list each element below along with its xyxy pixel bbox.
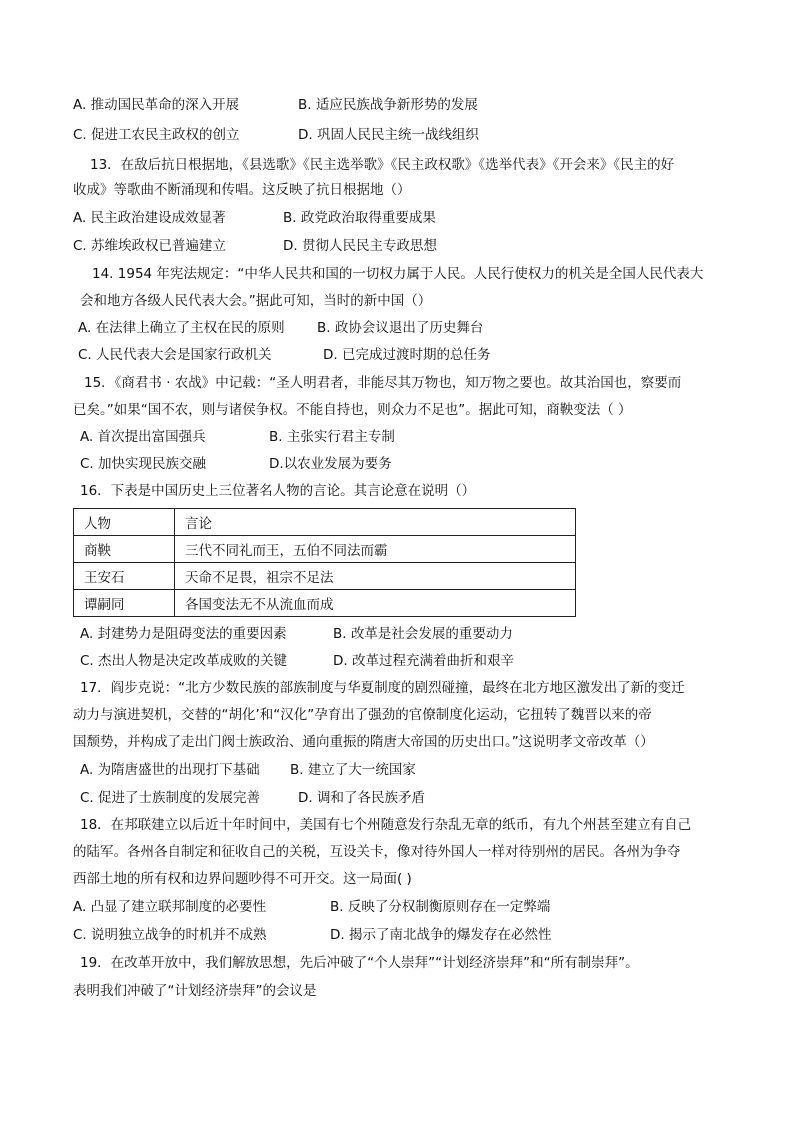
q17-stem-line1: 17．阎步克说：“北方少数民族的部族制度与华夏制度的剧烈碰撞，最终在北方地区激发出了新的变迁 xyxy=(80,680,685,696)
q18-stem-line3: 西部土地的所有权和边界问题吵得不可开交。这一局面( ) xyxy=(73,871,412,887)
q18-stem-line2: 的陆军。各州各自制定和征收自己的关税，互设关卡，像对待外国人一样对待别州的居民。各州为争夺 xyxy=(73,844,681,860)
q16-option-a: A. 封建势力是阻碍变法的重要因素 xyxy=(80,626,287,642)
table-cell-person: 商鞅 xyxy=(74,536,175,563)
q17-stem-line3: 国颓势，并构成了走出门阀士族政治、通向重振的隋唐大帝国的历史出口。”这说明孝文帝改革（） xyxy=(73,734,654,750)
q18-stem-line1: 18．在邦联建立以后近十年时间中，美国有七个州随意发行杂乱无章的纸币，有九个州甚至建立有自己 xyxy=(80,817,692,833)
table-header-cell: 言论 xyxy=(175,509,576,536)
q15-stem-line2: 已矣。”如果“国不农，则与诸侯争权。不能自持也，则众力不足也”。据此可知，商鞅变法（ ） xyxy=(73,402,632,418)
q17-option-b: B. 建立了大一统国家 xyxy=(290,762,416,778)
q14-option-a: A. 在法律上确立了主权在民的原则 xyxy=(78,320,285,336)
q14-option-b: B. 政协会议退出了历史舞台 xyxy=(317,320,484,336)
q18-option-b: B. 反映了分权制衡原则存在一定弊端 xyxy=(330,899,551,915)
q13-stem-line1: 13．在敌后抗日根据地，《县选歌》《民主选举歌》《民主政权歌》《选举代表》《开会来》《民主的好 xyxy=(90,157,675,173)
table-cell-person: 谭嗣同 xyxy=(74,590,175,617)
q17-stem-line2: 动力与演进契机，交替的“胡化’和“汉化”孕育出了强劲的官僚制度化运动，它扭转了魏晋以来的帝 xyxy=(73,707,652,723)
q18-option-d: D. 揭示了南北战争的爆发存在必然性 xyxy=(330,927,552,943)
q12-option-a: A. 推动国民革命的深入开展 xyxy=(73,97,240,113)
table-cell-person: 王安石 xyxy=(74,563,175,590)
q15-option-d: D.以农业发展为要务 xyxy=(269,456,392,472)
table-header-cell: 人物 xyxy=(74,509,175,536)
q12-option-d: D. 巩固人民民主统一战线组织 xyxy=(298,127,479,143)
q17-option-c: C. 促进了士族制度的发展完善 xyxy=(80,790,261,806)
table-row xyxy=(74,563,576,590)
q16-option-b: B. 改革是社会发展的重要动力 xyxy=(333,626,513,642)
q15-option-c: C. 加快实现民族交融 xyxy=(80,456,207,472)
q13-option-d: D. 贯彻人民民主专政思想 xyxy=(283,238,437,254)
table-header-row xyxy=(74,509,576,536)
q15-option-a: A. 首次提出富国强兵 xyxy=(80,429,206,445)
q19-stem-line1: 19．在改革开放中，我们解放思想，先后冲破了“个人崇拜”“计划经济崇拜”和“所有制崇拜”。 xyxy=(80,955,639,971)
q12-option-b: B. 适应民族战争新形势的发展 xyxy=(298,97,478,113)
q14-option-d: D. 已完成过渡时期的总任务 xyxy=(323,347,491,363)
table-row xyxy=(74,590,576,617)
q12-option-c: C. 促进工农民主政权的创立 xyxy=(73,127,240,143)
q18-option-a: A. 凸显了建立联邦制度的必要性 xyxy=(73,899,267,915)
q13-stem-line2: 收成》等歌曲不断涌现和传唱。这反映了抗日根据地（） xyxy=(73,182,411,198)
q13-option-a: A. 民主政治建设成效显著 xyxy=(73,210,226,226)
table-cell-quote: 各国变法无不从流血而成 xyxy=(175,590,576,617)
q13-option-b: B. 政党政治取得重要成果 xyxy=(283,210,436,226)
q18-option-c: C. 说明独立战争的时机并不成熟 xyxy=(73,927,267,943)
q17-option-a: A. 为隋唐盛世的出现打下基础 xyxy=(80,762,260,778)
q14-stem-line2: 会和地方各级人民代表大会。”据此可知，当时的新中国（） xyxy=(80,293,432,309)
table-row xyxy=(74,536,576,563)
statement-table xyxy=(73,508,576,617)
q14-option-c: C. 人民代表大会是国家行政机关 xyxy=(78,347,272,363)
q16-option-c: C. 杰出人物是决定改革成败的关键 xyxy=(80,653,288,669)
q13-option-c: C. 苏维埃政权已普遍建立 xyxy=(73,238,227,254)
q14-stem-line1: 14. 1954 年宪法规定：“中华人民共和国的一切权力属于人民。人民行使权力的机关是全国人民代表大 xyxy=(92,266,704,282)
q16-stem: 16．下表是中国历史上三位著名人物的言论。其言论意在说明（） xyxy=(80,483,476,499)
table-cell-quote: 三代不同礼而王，五伯不同法而霸 xyxy=(175,536,576,563)
q15-stem-line1: 15．《商君书 · 农战》中记载：“圣人明君者，非能尽其万物也，知万物之要也。故其治国也，察要而 xyxy=(84,375,682,391)
q17-option-d: D. 调和了各民族矛盾 xyxy=(298,790,425,806)
q15-option-b: B. 主张实行君主专制 xyxy=(269,429,395,445)
table-cell-quote: 天命不足畏，祖宗不足法 xyxy=(175,563,576,590)
q19-stem-line2: 表明我们冲破了“计划经济崇拜”的会议是 xyxy=(73,983,317,999)
q16-option-d: D. 改革过程充满着曲折和艰辛 xyxy=(333,653,514,669)
